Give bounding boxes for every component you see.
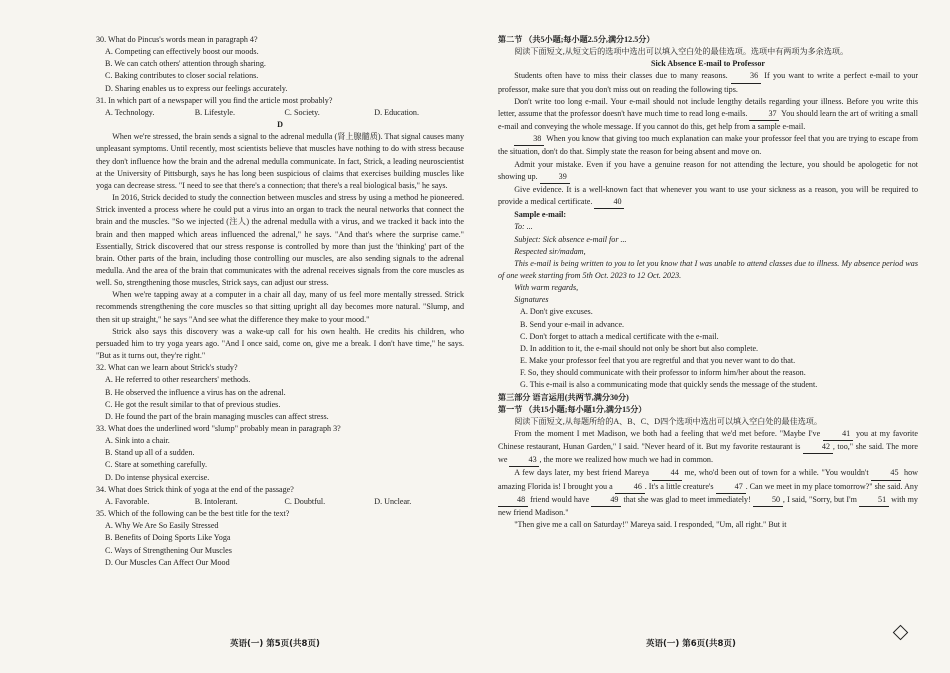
blank-50: 50 [753, 494, 783, 507]
sample-regards: With warm regards, [514, 283, 579, 293]
article-paragraph-5 [498, 184, 918, 209]
q32-stem: 32. What can we learn about Strick's study? [96, 363, 238, 373]
q34-stem: 34. What does Strick think of yoga at the end of the passage? [96, 484, 294, 494]
cloze-text: From the moment I met Madison, we both had a feeling that we'd met before. "Maybe I've [514, 429, 821, 438]
q35-option-a: A. Why We Are So Easily Stressed [105, 521, 219, 531]
blank-36: 36 [731, 70, 761, 83]
page-footer-left: 英语(一) 第5页(共8页) [230, 639, 320, 649]
article-text: Give evidence. It is a well-known fact that whenever you want to use your sickness as a reason, you will be required to provide a medical certificate. [498, 184, 918, 207]
q35-stem: 35. Which of the following can be the best title for the text? [96, 509, 290, 519]
cloze-text: , too," she said. The more we [498, 442, 919, 465]
blank-41: 41 [823, 428, 853, 441]
article-paragraph-3 [498, 133, 918, 158]
q35-option-c: C. Ways of Strengthening Our Muscles [105, 545, 232, 555]
q32-option-d: D. He found the part of the brain managing muscles can affect stress. [105, 411, 329, 421]
article-text: Admit your mistake. Even if you have a genuine reason for not attending the lecture, you should be apologetic for not showing up. [498, 159, 918, 181]
q33-option-c: C. Stare at something carefully. [105, 460, 207, 470]
article-text: You should learn the art of writing a small e-mail and conveying the whole message. If you cannot do this, get help from a sample e-mail. [498, 108, 918, 132]
email-article-title: Sick Absence E-mail to Professor [650, 59, 766, 69]
q34-option-a: A. Favorable. [105, 496, 150, 506]
sample-subject-line: Subject: Sick absence e-mail for ... [514, 234, 627, 244]
blank-39: 39 [540, 171, 570, 184]
cloze-text: friend would have [530, 494, 590, 504]
blank-48: 48 [498, 494, 528, 507]
blank-40: 40 [594, 196, 624, 209]
cloze-text: how amazing Florida is! I brought you a [498, 468, 918, 491]
blank-42: 42 [803, 441, 833, 454]
q31-option-c: C. Society. [284, 107, 320, 117]
seven-five-option-g: G. This e-mail is also a communicating mode that quickly sends the message of the student. [520, 380, 818, 390]
blank-45: 45 [871, 467, 901, 480]
seven-five-option-f: F. So, they should communicate with their professor to inform him/her about the reason. [520, 368, 806, 378]
seven-five-option-b: B. Send your e-mail in advance. [520, 319, 625, 329]
cloze-text: . Can we meet in my place tomorrow?" she said. Any [745, 481, 919, 491]
cloze-text: . It's a little creature's [644, 481, 714, 491]
blank-51: 51 [859, 494, 889, 507]
seven-five-option-e: E. Make your professor feel that you are regretful and that you never want to do that. [520, 356, 796, 366]
q31-option-b: B. Lifestyle. [194, 107, 235, 117]
q30-option-d: D. Sharing enables us to express our feelings accurately. [105, 83, 288, 93]
q30-option-a: A. Competing can effectively boost our moods. [105, 47, 259, 57]
q34-option-b: B. Intolerant. [194, 496, 238, 506]
q31-option-a: A. Technology. [105, 107, 155, 117]
cloze-text: that she was glad to meet immediately! [623, 494, 751, 504]
q34-options [96, 496, 464, 508]
article-paragraph-4 [498, 159, 918, 184]
part3-heading: 第三部分 语言运用(共两节,满分30分) [498, 392, 629, 402]
left-column [96, 34, 464, 569]
q35-option-d: D. Our Muscles Can Affect Our Mood [105, 557, 230, 567]
cloze-text: with my new friend Madison." [498, 494, 918, 517]
q34-option-d: D. Unclear. [374, 496, 412, 506]
q33-stem: 33. What does the underlined word "slump" probably mean in paragraph 3? [96, 424, 341, 433]
cloze-paragraph-3: "Then give me a call on Saturday!" Mareya said. I responded, "Um, all right." But it [514, 520, 787, 530]
cloze-text: , I said, "Sorry, but I'm [782, 494, 857, 504]
passage-d-paragraph-1: When we're stressed, the brain sends a signal to the adrenal medulla (肾上腺髓质). That signal causes many unpleasant symptoms. Until recently, most scientists believe that muscles have nothing to do with stress because they don't influence how the brain and the adrenal medulla communicate. In fact, Strick, a leading neuroscientist at the University of Pittsburgh, says he has long been suspicious of claims that exercises building muscles like yoga can decrease stress. "I need to see that there's a connection; that there's a real biological basis," he says. [96, 132, 464, 190]
sample-email-body: This e-mail is being written to you to let you know that I was unable to attend classes due to illness. My absence period was of one week starting from 5th Oct. 2023 to 12 Oct. 2023. [498, 258, 918, 280]
q30-option-c: C. Baking contributes to closer social relations. [105, 71, 259, 81]
page-footer-right: 英语(一) 第6页(共8页) [646, 639, 736, 649]
blank-38: 38 [514, 133, 544, 146]
article-text: When you know that giving too much explanation can make your professor feel that you are trying to escape from the situation, don't do that. Simply state the reason for being absent and move on. [498, 134, 918, 157]
q33-option-b: B. Stand up all of a sudden. [105, 448, 195, 458]
article-text: Don't write too long e-mail. Your e-mail should not include lengthy details regarding your illness. Before you write this letter, assume that the professor doesn't have much time to read long e-mails. [498, 96, 918, 118]
right-column [498, 34, 918, 531]
blank-46: 46 [615, 481, 645, 494]
section2-instructions: 阅读下面短文,从短文后的选项中选出可以填入空白处的最佳选项。选项中有两项为多余选项。 [514, 47, 849, 57]
q31-options [96, 107, 464, 119]
article-text: Students often have to miss their classes due to many reasons. [514, 71, 728, 81]
section1-heading: 第一节 （共15小题;每小题1分,满分15分） [498, 404, 647, 414]
passage-d-paragraph-2: In 2016, Strick decided to study the connection between muscles and stress by using a method he pioneered. Strick invented a process where he could put a virus into an organ to track the neural networks that connect the brain and the muscles. "So we injected (注人) the adrenal medulla with a virus, and we tracked it back into the brain and then mapped which areas influenced the adrenal," he says. "And that's where the surprise came." Essentially, Strick discovered that our stress response is controlled by more than just the 'thinking' part of the brain. Other parts of the brain, including those controlling our muscles, are also sending signals to the adrenal medulla. And the area of the brain that communicates with the adrenal receives signals from the core muscles as well. So, strengthening those muscles, Strick says, can adjust our stress. [96, 193, 464, 288]
cloze-paragraph-1 [498, 428, 918, 467]
q32-option-b: B. He observed the influence a virus has on the adrenal. [105, 387, 286, 397]
q31-option-d: D. Education. [374, 107, 419, 117]
q33-option-a: A. Sink into a chair. [105, 436, 170, 446]
q35-option-b: B. Benefits of Doing Sports Like Yoga [105, 533, 231, 543]
cloze-text: A few days later, my best friend Mareya [514, 468, 649, 478]
cloze-text: , the more we realized how much we had in common. [539, 455, 713, 465]
blank-37: 37 [749, 108, 779, 121]
q31-stem: 31. In which part of a newspaper will you find the article most probably? [96, 95, 333, 105]
q30-option-b: B. We can catch others' attention through sharing. [105, 59, 266, 69]
sample-signatures: Signatures [514, 295, 549, 305]
passage-d-paragraph-3: When we're tapping away at a computer in a chair all day, many of us feel more mentally stressed. Strick recommends strengthening the core muscles so that sitting upright all day becomes more natural. "Slump, and then sit up straight," he says "And see what the difference they make to your mood." [96, 290, 464, 324]
seven-five-option-d: D. In addition to it, the e-mail should not only be short but also complete. [520, 343, 759, 353]
blank-44: 44 [652, 467, 682, 480]
blank-43: 43 [509, 454, 539, 467]
blank-47: 47 [716, 481, 746, 494]
blank-49: 49 [591, 494, 621, 507]
seven-five-option-a: A. Don't give excuses. [520, 307, 593, 317]
article-paragraph-2 [498, 96, 918, 133]
diamond-icon [893, 625, 909, 641]
passage-d-paragraph-4: Strick also says this discovery was a wake-up call for his own health. He credits his children, who persuaded him to try yoga years ago. "And I once said, come on, give me a break. I don't have time," he says. "But as it turns out, they're right." [96, 326, 464, 361]
q30-stem: 30. What do Pincus's words mean in paragraph 4? [96, 35, 258, 44]
sample-email-heading: Sample e-mail: [514, 210, 567, 220]
article-text: If you want to write a perfect e-mail to your professor, make sure that you don't miss out on reading the following tips. [498, 71, 919, 94]
cloze-text: me, who'd been out of town for a while. "You wouldn't [684, 468, 869, 478]
q34-option-c: C. Doubtful. [284, 496, 326, 506]
article-paragraph-1 [498, 70, 918, 95]
cloze-text: you at my favorite Chinese restaurant, Hunan Garden," I said. "Never heard of it. But my favorite restaurant is [498, 429, 919, 452]
q33-option-d: D. Do intense physical exercise. [105, 472, 210, 482]
cloze-paragraph-2 [498, 467, 918, 519]
section1-instructions: 阅读下面短文,从每题所给的A、B、C、D四个选项中选出可以填入空白处的最佳选项。 [514, 416, 822, 426]
sample-to-line: To: ... [514, 222, 533, 232]
section2-heading: 第二节 （共5小题;每小题2.5分,满分12.5分） [498, 35, 655, 44]
q32-option-a: A. He referred to other researchers' methods. [105, 375, 251, 385]
passage-d-title: D [277, 120, 283, 130]
q32-option-c: C. He got the result similar to that of previous studies. [105, 399, 281, 409]
sample-salutation: Respected sir/madam, [514, 246, 586, 256]
seven-five-option-c: C. Don't forget to attach a medical certificate with the e-mail. [520, 331, 719, 341]
